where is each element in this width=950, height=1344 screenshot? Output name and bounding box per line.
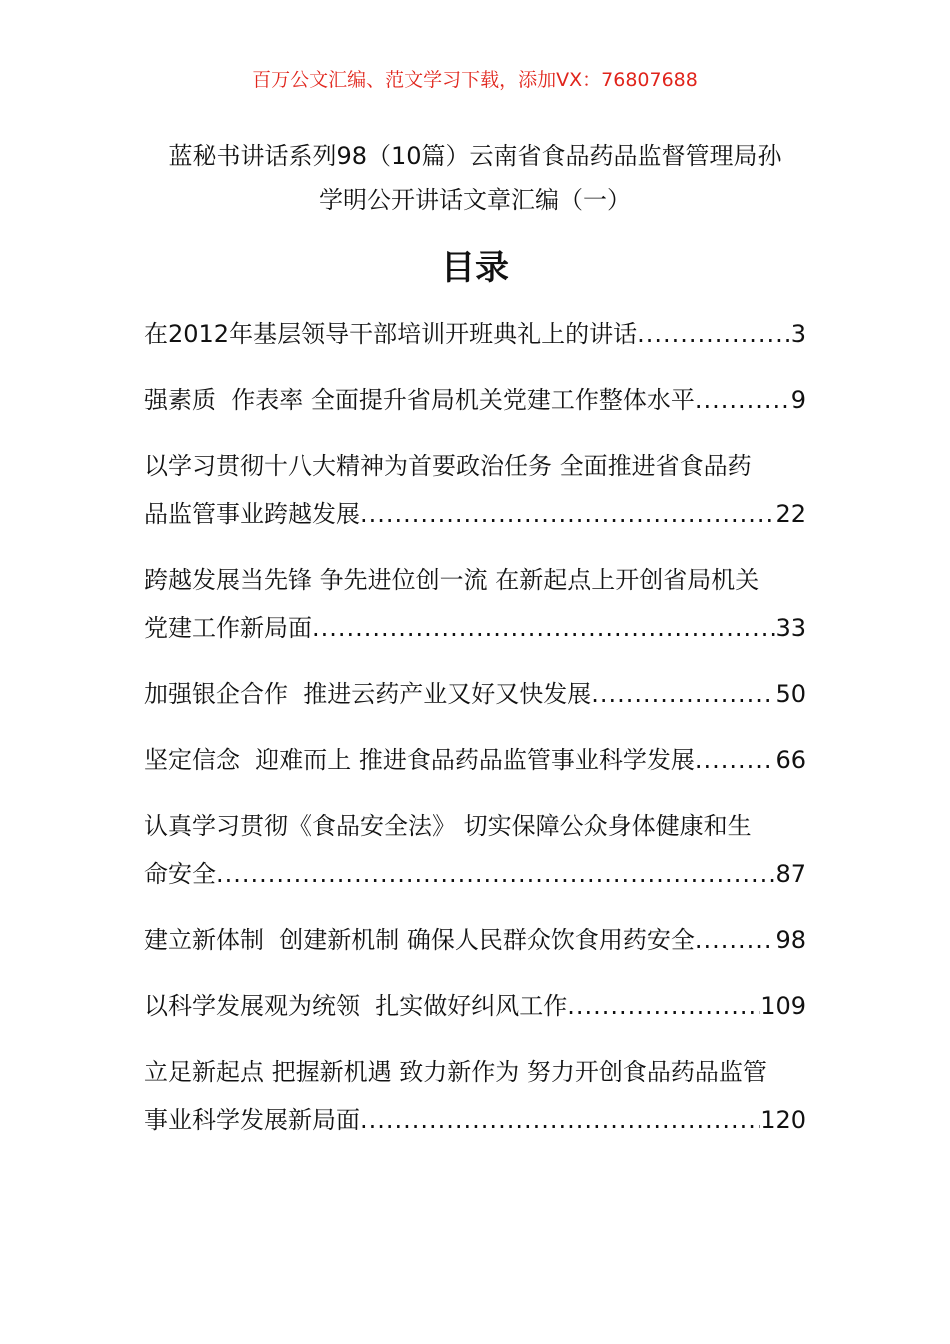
toc-entry[interactable] xyxy=(144,736,806,784)
toc-leader-dots xyxy=(312,604,775,652)
toc-entry-line xyxy=(144,604,806,652)
toc-page-number: 33 xyxy=(775,614,806,642)
toc-entry-title-line-2: 品监管事业跨越发展 xyxy=(144,500,360,528)
toc-entry-line xyxy=(144,736,806,784)
toc-entry-title: 加强银企合作 推进云药产业又好又快发展 xyxy=(144,680,592,708)
toc-entry-title: 强素质 作表率 全面提升省局机关党建工作整体水平 xyxy=(144,386,695,414)
toc-leader-dots xyxy=(567,982,760,1030)
toc-leader-dots xyxy=(695,376,791,424)
toc-page-number: 50 xyxy=(775,680,806,708)
toc-entry-line xyxy=(144,490,806,538)
toc-entry-line xyxy=(144,1096,806,1144)
toc-entry[interactable] xyxy=(144,442,806,538)
toc-page-number: 22 xyxy=(775,500,806,528)
toc-entry-title-line-1: 立足新起点 把握新机遇 致力新作为 努力开创食品药品监管 xyxy=(144,1058,767,1086)
toc-leader-dots xyxy=(360,490,775,538)
document-title-line-1: 蓝秘书讲话系列98（10篇）云南省食品药品监督管理局孙 xyxy=(168,142,782,170)
toc-entry-title-line-1: 跨越发展当先锋 争先进位创一流 在新起点上开创省局机关 xyxy=(144,566,760,594)
toc-leader-dots xyxy=(216,850,775,898)
table-of-contents xyxy=(144,310,806,1162)
toc-entry-title-line-2: 党建工作新局面 xyxy=(144,614,312,642)
toc-heading: 目录 xyxy=(441,248,509,288)
toc-entry[interactable] xyxy=(144,1048,806,1144)
toc-entry[interactable] xyxy=(144,670,806,718)
toc-entry-line xyxy=(144,310,806,358)
toc-entry-title: 以科学发展观为统领 扎实做好纠风工作 xyxy=(144,992,568,1020)
toc-leader-dots xyxy=(360,1096,760,1144)
toc-entry[interactable] xyxy=(144,982,806,1030)
toc-entry[interactable] xyxy=(144,916,806,964)
toc-entry-line xyxy=(144,376,806,424)
toc-leader-dots xyxy=(637,310,791,358)
toc-entry[interactable] xyxy=(144,310,806,358)
toc-entry-title-line-2: 事业科学发展新局面 xyxy=(144,1106,360,1134)
toc-entry-line xyxy=(144,670,806,718)
toc-leader-dots xyxy=(591,670,775,718)
toc-entry-title: 坚定信念 迎难而上 推进食品药品监管事业科学发展 xyxy=(144,746,695,774)
toc-entry-title: 在2012年基层领导干部培训开班典礼上的讲话 xyxy=(144,320,638,348)
toc-entry[interactable] xyxy=(144,376,806,424)
toc-entry-title-line-2: 命安全 xyxy=(144,860,216,888)
toc-entry-line xyxy=(144,850,806,898)
toc-page-number: 9 xyxy=(790,386,806,414)
toc-leader-dots xyxy=(695,736,776,784)
toc-page-number: 120 xyxy=(760,1106,806,1134)
toc-page-number: 66 xyxy=(775,746,806,774)
toc-page-number: 87 xyxy=(775,860,806,888)
toc-entry-title: 建立新体制 创建新机制 确保人民群众饮食用药安全 xyxy=(144,926,695,954)
toc-entry[interactable] xyxy=(144,802,806,898)
toc-entry-title-line-1: 以学习贯彻十八大精神为首要政治任务 全面推进省食品药 xyxy=(144,452,752,480)
toc-entry-title-line-1: 认真学习贯彻《食品安全法》 切实保障公众身体健康和生 xyxy=(144,812,752,840)
promo-banner: 百万公文汇编、范文学习下载，添加VX：76807688 xyxy=(252,69,698,91)
toc-page-number: 109 xyxy=(760,992,806,1020)
toc-page-number: 3 xyxy=(790,320,806,348)
toc-entry-line xyxy=(144,982,806,1030)
toc-entry[interactable] xyxy=(144,556,806,652)
toc-page-number: 98 xyxy=(775,926,806,954)
document-title xyxy=(120,134,830,222)
toc-entry-line xyxy=(144,916,806,964)
toc-leader-dots xyxy=(695,916,776,964)
document-title-line-2: 学明公开讲话文章汇编（一） xyxy=(319,186,631,214)
